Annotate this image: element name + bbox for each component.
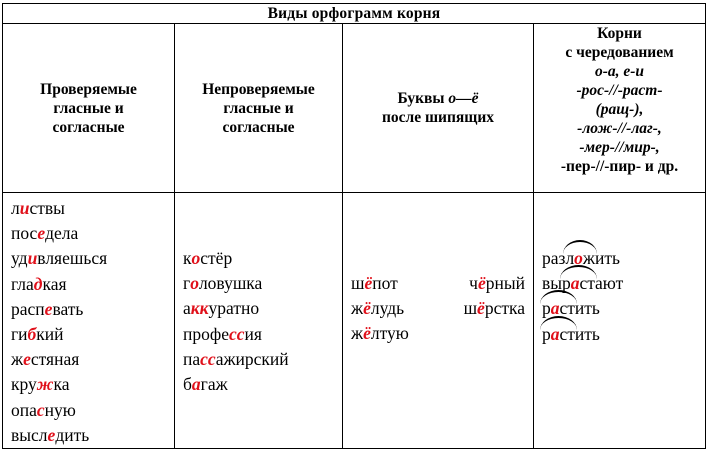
- table-title: Виды орфограмм корня: [3, 4, 706, 24]
- highlighted-letter: о: [191, 248, 201, 268]
- word: [11, 398, 174, 423]
- word-part: профе: [183, 323, 229, 344]
- o-yo-words: [343, 193, 534, 449]
- header-text: Проверяемые: [40, 80, 137, 98]
- word: [183, 347, 342, 372]
- word: [183, 271, 342, 296]
- word-part: дела: [45, 223, 79, 244]
- word-part: рный: [485, 273, 525, 293]
- header-line: -мер-//мир-,: [579, 139, 660, 156]
- word: [351, 321, 409, 346]
- word-part: ствы: [29, 198, 65, 218]
- highlighted-letter: д: [33, 273, 43, 294]
- highlighted-letter: ё: [364, 273, 373, 293]
- word-part: р: [542, 323, 551, 344]
- word-part: ст: [579, 273, 595, 294]
- word-part: лтую: [370, 323, 409, 344]
- word-part: ст: [559, 323, 575, 344]
- word-part: р: [542, 298, 551, 319]
- word-part: пос: [11, 223, 38, 244]
- header-line: -лож-//-лаг-,: [577, 120, 662, 137]
- word: [183, 246, 342, 271]
- word-part: ст: [559, 298, 575, 319]
- word-part: л: [11, 198, 20, 218]
- word-part: ают: [594, 273, 624, 294]
- word-part: ную: [44, 399, 76, 420]
- word: [11, 272, 174, 297]
- word-part: г: [183, 273, 191, 294]
- word-part: гла: [11, 273, 34, 294]
- word-part: высл: [11, 424, 48, 445]
- highlighted-letter: а: [550, 298, 560, 319]
- word-part: вать: [52, 298, 84, 319]
- word: [11, 297, 174, 322]
- word-part: б: [183, 374, 192, 395]
- word-pair: [351, 321, 525, 346]
- highlighted-letter: и: [19, 198, 30, 218]
- highlighted-letter: ё: [363, 298, 371, 319]
- word: [11, 423, 174, 448]
- word: [11, 347, 174, 372]
- highlighted-letter: ж: [36, 374, 54, 395]
- word-part: пот: [372, 273, 398, 293]
- word-part: дить: [55, 424, 90, 445]
- word: [351, 296, 404, 321]
- highlighted-letter: е: [23, 349, 31, 370]
- highlighted-letter: б: [27, 324, 37, 345]
- word-part: раз: [542, 248, 566, 268]
- word-part: ж: [351, 298, 364, 319]
- header-line: с чередованием: [565, 44, 674, 61]
- alternation-words: [534, 193, 706, 449]
- root-arc: [563, 240, 597, 254]
- highlighted-letter: ё: [363, 323, 371, 344]
- uncheckable-words: [175, 193, 343, 449]
- word-part: расп: [11, 298, 45, 319]
- header-line: Корни: [597, 25, 642, 42]
- word-part: опа: [11, 399, 37, 420]
- highlighted-letter: сс: [228, 323, 245, 344]
- word-part: ить: [574, 323, 600, 344]
- word-part: ия: [244, 323, 262, 344]
- word-part: рстка: [484, 298, 525, 319]
- word-pair: [351, 296, 525, 321]
- word-part: уд: [11, 248, 28, 269]
- word-part: стёр: [200, 248, 233, 268]
- root-orthograms-table: [2, 3, 706, 449]
- highlighted-letter: ё: [477, 273, 486, 293]
- header-text: Буквы: [397, 90, 449, 107]
- header-line: [343, 89, 533, 108]
- highlighted-letter: кк: [190, 298, 209, 319]
- word: [183, 296, 342, 321]
- header-line: о-а, е-и: [594, 63, 645, 80]
- highlighted-letter: о: [574, 248, 583, 268]
- word-part: лудь: [370, 298, 405, 319]
- highlighted-letter: е: [44, 298, 53, 319]
- word-part: ж: [351, 323, 364, 344]
- highlighted-letter: с: [36, 399, 45, 420]
- word: [11, 221, 174, 246]
- header-line: (ращ-),: [595, 101, 644, 118]
- word-part: ить: [574, 298, 600, 319]
- highlighted-letter: а: [191, 374, 201, 395]
- highlighted-letter: е: [37, 223, 46, 244]
- word-part: ловушка: [198, 273, 263, 294]
- header-text: согласные: [222, 118, 295, 136]
- word-part: кий: [36, 324, 64, 345]
- word: [351, 271, 398, 296]
- word-part: ка: [53, 374, 70, 395]
- word-part: к: [183, 248, 192, 268]
- highlighted-letter: и: [27, 248, 38, 269]
- word-part: ж: [582, 248, 596, 268]
- word-part: уратно: [208, 298, 260, 319]
- word: [11, 322, 174, 347]
- header-line: -пер-//-пир- и др.: [560, 158, 679, 175]
- word-part: па: [183, 348, 201, 369]
- word-part: а: [183, 298, 191, 319]
- header-o-yo: [343, 24, 534, 193]
- header-text: после шипящих: [381, 109, 495, 126]
- word-part: ч: [469, 273, 478, 293]
- word: [183, 372, 342, 397]
- highlighted-letter: а: [550, 323, 560, 344]
- word: [11, 196, 174, 221]
- word-part: вляешься: [37, 248, 108, 269]
- word-part: ажирский: [215, 348, 289, 369]
- header-line: -рос-//-раст-: [576, 82, 663, 99]
- header-text: гласные и: [53, 99, 124, 117]
- word-part: кая: [42, 273, 67, 294]
- word-part: ш: [351, 273, 365, 293]
- word-part: ж: [11, 349, 24, 370]
- header-text: согласные: [52, 118, 125, 136]
- header-text: гласные и: [223, 99, 294, 117]
- word: [542, 322, 705, 347]
- word-part: л: [565, 248, 575, 268]
- word-part: ги: [11, 324, 28, 345]
- word: [469, 271, 525, 296]
- highlighted-letter: е: [47, 424, 56, 445]
- header-checkable: [3, 24, 175, 193]
- word-part: стяная: [30, 349, 80, 370]
- word: [11, 372, 174, 397]
- header-text: Непроверяемые: [202, 80, 315, 98]
- word-part: р: [562, 273, 571, 294]
- word-part: вы: [542, 273, 563, 294]
- header-alternation: [534, 24, 706, 193]
- highlighted-letter: а: [570, 273, 580, 294]
- word: [464, 296, 525, 321]
- root-morpheme: [542, 322, 575, 347]
- header-letters: о—ё: [448, 90, 479, 107]
- word-part: кру: [11, 374, 37, 395]
- highlighted-letter: сс: [200, 348, 216, 369]
- word: [11, 246, 174, 271]
- word-part: гаж: [200, 374, 228, 395]
- header-uncheckable: [175, 24, 343, 193]
- checkable-words: [3, 193, 175, 449]
- highlighted-letter: ё: [477, 298, 485, 319]
- word-part: ить: [595, 248, 621, 268]
- word: [183, 322, 342, 347]
- word-pair: [351, 271, 525, 296]
- word-part: ш: [463, 298, 478, 319]
- highlighted-letter: о: [190, 273, 199, 294]
